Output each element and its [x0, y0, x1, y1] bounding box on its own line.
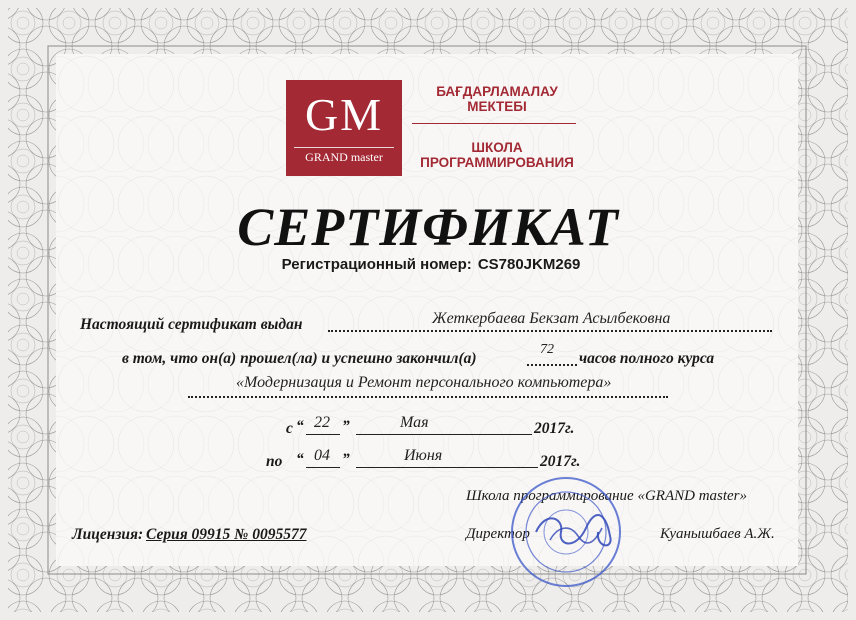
logo-subtitle: GRAND master	[305, 150, 383, 164]
issued-dotted-line	[328, 330, 772, 332]
course-text-before: в том, что он(а) прошел(ла) и успешно закончил(а)	[122, 350, 477, 367]
to-year: 2017г.	[540, 453, 581, 470]
to-day-line	[306, 467, 340, 468]
school-ru-line2: ПРОГРАММИРОВАНИЯ	[420, 155, 574, 170]
from-month-line	[356, 434, 532, 435]
to-day: 04	[314, 447, 330, 464]
registration-number: CS780JKM269	[477, 256, 581, 273]
to-month-line	[356, 467, 538, 468]
registration-line	[0, 256, 856, 273]
school-kz-line2: МЕКТЕБІ	[467, 99, 527, 114]
license-label: Лицензия:	[72, 526, 144, 543]
school-name-kz	[412, 84, 582, 114]
to-prefix: по	[266, 453, 283, 470]
school-name-ru	[412, 140, 582, 170]
director-name: Куанышбаев А.Ж.	[660, 526, 775, 542]
registration-label: Регистрационный номер:	[281, 256, 472, 273]
issued-label: Настоящий сертификат выдан	[80, 316, 303, 333]
from-prefix: с	[286, 420, 293, 437]
to-month: Июня	[404, 447, 443, 464]
course-text-after: часов полного курса	[579, 350, 715, 367]
school-kz-line1: БАҒДАРЛАМАЛАУ	[436, 84, 558, 99]
school-ru-line1: ШКОЛА	[471, 140, 523, 155]
certificate-title: СЕРТИФИКАТ	[237, 197, 619, 257]
logo-letters: GM	[304, 89, 384, 140]
official-stamp	[506, 470, 636, 600]
recipient-name: Жеткербаева Бекзат Асылбековна	[432, 310, 671, 327]
to-close-quote: ”	[342, 451, 350, 468]
from-open-quote: “	[296, 418, 304, 435]
course-hours: 72	[540, 342, 554, 357]
gm-logo	[286, 80, 402, 176]
logo-divider	[294, 147, 394, 148]
hours-dotted-line	[527, 364, 577, 366]
from-day-line	[306, 434, 340, 435]
course-name: «Модернизация и Ремонт персонального компьютера»	[236, 374, 612, 391]
school-signature-name: Школа программирование «GRAND master»	[466, 488, 748, 504]
school-divider	[412, 123, 576, 124]
from-year: 2017г.	[534, 420, 575, 437]
from-day: 22	[314, 414, 330, 431]
course-dotted-line	[188, 396, 668, 398]
to-open-quote: “	[296, 451, 304, 468]
from-month: Мая	[400, 414, 429, 431]
from-close-quote: ”	[342, 418, 350, 435]
director-label: Директор	[466, 526, 530, 542]
license-value: Серия 09915 № 0095577	[146, 526, 307, 543]
